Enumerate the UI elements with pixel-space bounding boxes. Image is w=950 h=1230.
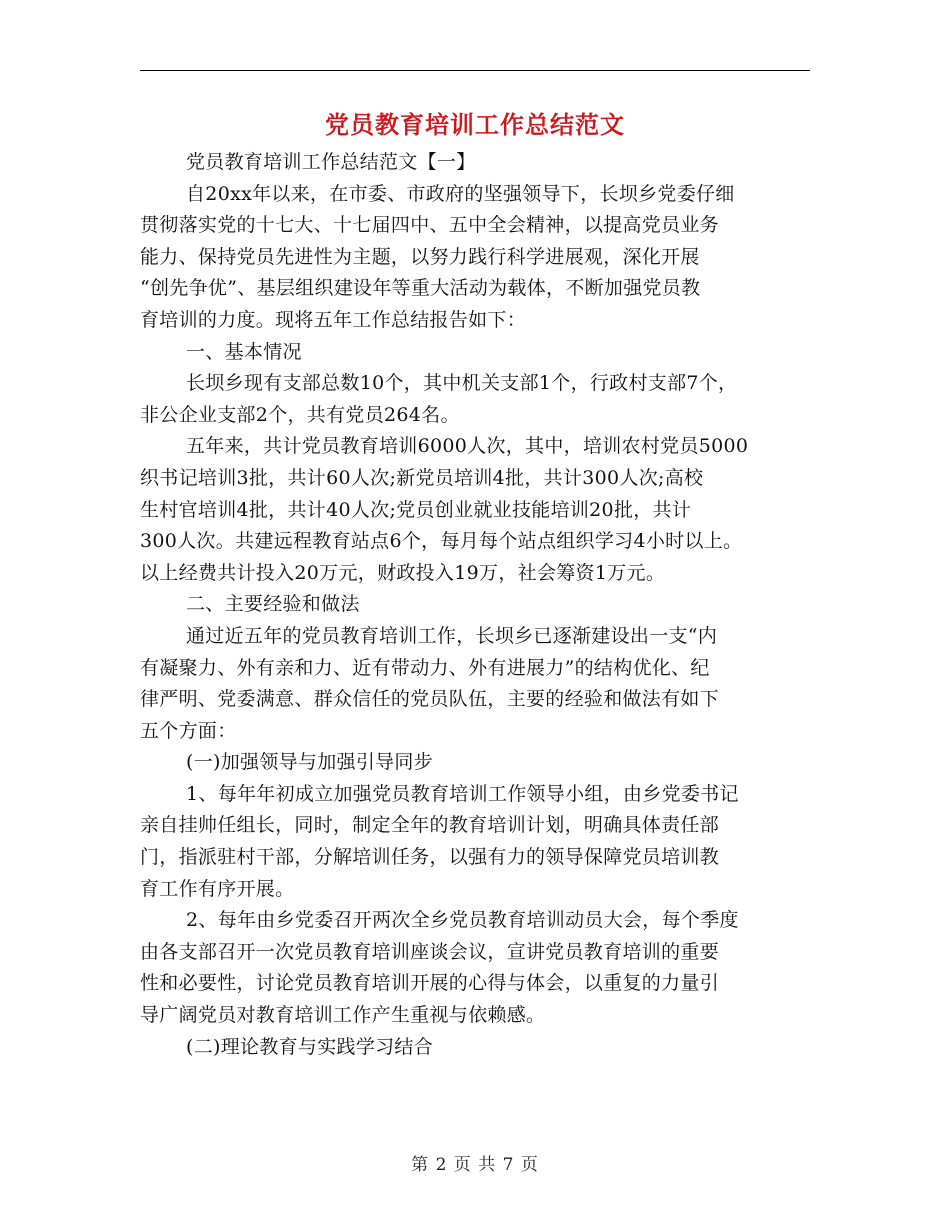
document-body (140, 147, 812, 1063)
text-line: 织书记培训3批，共计60人次;新党员培训4批，共计300人次;高校 (140, 466, 704, 489)
text-line: 以上经费共计投入20万元，财政投入19万，社会筹资1万元。 (140, 561, 666, 584)
text-line: 二、主要经验和做法 (186, 593, 360, 616)
text-line: 性和必要性，讨论党员教育培训开展的心得与体会，以重复的力量引 (140, 972, 720, 995)
text-line: 非公企业支部2个，共有党员264名。 (140, 403, 460, 426)
text-line: 有凝聚力、外有亲和力、近有带动力、外有进展力”的结构优化、纪 (140, 656, 710, 679)
text-line: 贯彻落实党的十七大、十七届四中、五中全会精神，以提高党员业务 (140, 214, 720, 237)
text-line: 导广阔党员对教育培训工作产生重视与依赖感。 (140, 1004, 546, 1027)
text-line: 党员教育培训工作总结范文【一】 (186, 151, 476, 173)
text-line: 长坝乡现有支部总数10个，其中机关支部1个，行政村支部7个， (186, 372, 738, 395)
text-line: 育培训的力度。现将五年工作总结报告如下： (140, 308, 527, 331)
text-line: 通过近五年的党员教育培训工作，长坝乡已逐渐建设出一支“内 (186, 624, 718, 647)
text-line: 1、每年年初成立加强党员教育培训工作领导小组，由乡党委书记 (186, 782, 739, 805)
header-rule (140, 70, 810, 71)
text-line: 门，指派驻村干部，分解培训任务，以强有力的领导保障党员培训教 (140, 846, 720, 869)
document-title: 党员教育培训工作总结范文 (325, 110, 625, 139)
text-line: 育工作有序开展。 (140, 877, 295, 900)
text-line: (二)理论教育与实践学习结合 (186, 1035, 434, 1058)
text-line: “创先争优”、基层组织建设年等重大活动为载体，不断加强党员教 (140, 277, 701, 300)
text-line: 2、每年由乡党委召开两次全乡党员教育培训动员大会，每个季度 (186, 909, 739, 932)
text-line: 自20xx年以来，在市委、市政府的坚强领导下，长坝乡党委仔细 (186, 182, 735, 205)
text-line: 300人次。共建远程教育站点6个，每月每个站点组织学习4小时以上。 (140, 530, 743, 553)
text-line: 一、基本情况 (186, 340, 302, 363)
text-line: 五年来，共计党员教育培训6000人次，其中，培训农村党员5000 (186, 435, 749, 458)
text-line: 律严明、党委满意、群众信任的党员队伍，主要的经验和做法有如下 (140, 688, 720, 711)
text-line: 能力、保持党员先进性为主题，以努力践行科学进展观，深化开展 (140, 245, 700, 268)
page-footer: 第 2 页 共 7 页 (411, 1155, 539, 1175)
text-line: 亲自挂帅任组长，同时，制定全年的教育培训计划，明确具体责任部 (140, 814, 720, 837)
text-line: 由各支部召开一次党员教育培训座谈会议，宣讲党员教育培训的重要 (140, 940, 720, 963)
text-line: 生村官培训4批，共计40人次;党员创业就业技能培训20批，共计 (140, 498, 692, 521)
text-line: (一)加强领导与加强引导同步 (186, 751, 434, 774)
text-line: 五个方面： (140, 719, 237, 742)
